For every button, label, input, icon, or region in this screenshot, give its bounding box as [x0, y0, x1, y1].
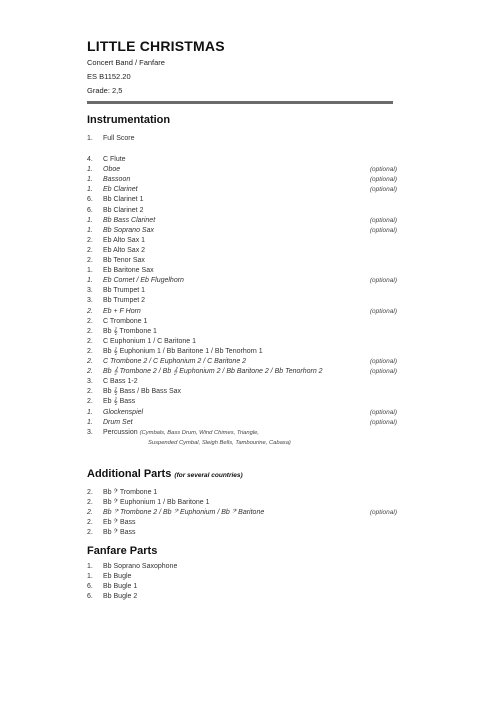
part-name: Eb + F Horn	[103, 307, 141, 315]
part-row	[87, 418, 397, 428]
part-count: 1.	[87, 408, 93, 416]
part-count: 3.	[87, 429, 93, 436]
part-name: Glockenspiel	[103, 408, 144, 416]
part-count: 3.	[87, 287, 93, 295]
part-name: Bb Clarinet 1	[103, 196, 144, 204]
part-count: 2.	[87, 307, 93, 315]
part-count: 2.	[87, 246, 93, 254]
instrumentation-heading: Instrumentation	[87, 114, 171, 126]
part-row	[87, 357, 397, 367]
part-row	[87, 185, 397, 195]
part-row	[87, 327, 397, 337]
part-count: 1.	[87, 186, 93, 194]
part-count: 2.	[87, 257, 93, 264]
part-name: Bb 𝄞 Trombone 2 / Bb 𝄞 Euphonium 2 / Bb Baritone 2 / Bb Tenorhorn 2	[103, 368, 323, 376]
part-name: Full Score	[103, 135, 135, 142]
part-count: 1.	[87, 418, 93, 426]
part-name: Bb Tenor Sax	[103, 257, 145, 264]
catalog-number: ES B1152.20	[87, 72, 131, 81]
part-count: 1.	[87, 563, 93, 570]
part-name: Bassoon	[103, 176, 131, 184]
part-count: 2.	[87, 529, 93, 537]
part-row	[87, 337, 397, 347]
part-name: Bb Soprano Saxophone	[103, 563, 178, 570]
part-row	[87, 408, 397, 418]
part-row	[87, 488, 397, 498]
optional-label: (optional)	[369, 186, 397, 194]
part-name: Bb 𝄢 Bass	[103, 529, 136, 537]
part-count: 2.	[87, 347, 93, 355]
part-row	[87, 195, 397, 205]
part-row	[87, 206, 397, 216]
part-count: 1.	[87, 216, 93, 224]
percussion-instruments-note: (Cymbals, Bass Drum, Wind Chimes, Triangle,	[139, 430, 259, 436]
part-name: Eb 𝄢 Bass	[103, 519, 136, 527]
part-row	[87, 266, 397, 276]
part-row	[87, 246, 397, 256]
optional-label: (optional)	[369, 408, 397, 416]
part-count: 2.	[87, 398, 93, 406]
part-name: Eb Cornet / Eb Flugelhorn	[103, 277, 184, 285]
piece-title: LITTLE CHRISTMAS	[87, 38, 225, 54]
part-name: Bb Bugle 1	[103, 583, 138, 591]
part-count: 2.	[87, 327, 93, 335]
additional-parts-heading: Additional Parts (for several countries)	[87, 468, 243, 480]
additional-parts-note: (for several countries)	[174, 472, 243, 479]
part-name: Bb Soprano Sax	[103, 226, 154, 234]
part-count: 6.	[87, 583, 93, 591]
part-count: 2.	[87, 388, 93, 396]
grade-level: Grade: 2,5	[87, 86, 123, 95]
part-count: 2.	[87, 337, 93, 345]
part-name: C Euphonium 1 / C Baritone 1	[103, 337, 196, 345]
part-count: 1.	[87, 135, 93, 142]
part-name: Oboe	[103, 166, 121, 174]
optional-label: (optional)	[369, 418, 397, 426]
part-count: 2.	[87, 236, 93, 244]
part-name: Eb Baritone Sax	[103, 267, 154, 275]
ensemble-type: Concert Band / Fanfare	[87, 58, 165, 67]
part-row	[87, 582, 397, 592]
part-name: Bb Clarinet 2	[103, 206, 144, 214]
part-count: 2.	[87, 368, 93, 376]
part-name: Bb 𝄞 Trombone 1	[103, 327, 157, 335]
part-row	[87, 518, 397, 528]
part-name: Percussion (Cymbals, Bass Drum, Wind Chimes, Triangle,	[103, 429, 259, 436]
part-name: C Flute	[103, 156, 126, 163]
part-row	[87, 508, 397, 518]
part-row	[87, 347, 397, 357]
part-name: Bb Bugle 2	[103, 593, 138, 601]
part-row	[87, 397, 397, 407]
part-count: 1.	[87, 277, 93, 285]
part-count: 1.	[87, 176, 93, 184]
part-count: 2.	[87, 519, 93, 527]
part-row	[87, 307, 397, 317]
part-count: 2.	[87, 317, 93, 325]
part-row	[87, 165, 397, 175]
part-row	[87, 155, 397, 165]
part-name: Eb Alto Sax 1	[103, 236, 146, 244]
part-row	[87, 134, 397, 144]
part-row	[87, 572, 397, 582]
part-row	[87, 498, 397, 508]
optional-label: (optional)	[369, 358, 397, 365]
part-name: Bb Bass Clarinet	[103, 216, 156, 224]
part-count: 1.	[87, 166, 93, 174]
part-name: Bb 𝄢 Euphonium 1 / Bb Baritone 1	[103, 499, 210, 507]
part-name: Eb Bugle	[103, 573, 132, 581]
part-count: 3.	[87, 297, 93, 305]
part-count: 4.	[87, 156, 93, 163]
part-name: C Bass 1-2	[103, 378, 138, 386]
part-count: 2.	[87, 358, 93, 365]
part-row	[87, 256, 397, 266]
part-row	[87, 387, 397, 397]
part-name: Bb Trumpet 1	[103, 287, 146, 295]
optional-label: (optional)	[369, 307, 397, 315]
part-name: Eb Alto Sax 2	[103, 246, 146, 254]
percussion-row	[87, 428, 397, 438]
optional-label: (optional)	[369, 226, 397, 234]
part-count: 1.	[87, 226, 93, 234]
optional-label: (optional)	[369, 216, 397, 224]
part-count: 6.	[87, 206, 93, 214]
part-name: Eb Clarinet	[103, 186, 138, 194]
part-name: Bb 𝄢 Trombone 2 / Bb 𝄢 Euphonium / Bb 𝄢 Baritone	[103, 509, 265, 517]
part-row	[87, 226, 397, 236]
part-row	[87, 175, 397, 185]
optional-label: (optional)	[369, 277, 397, 285]
part-row	[87, 562, 397, 572]
part-count: 1.	[87, 267, 93, 275]
optional-label: (optional)	[369, 368, 397, 376]
part-count: 6.	[87, 593, 93, 601]
part-name: Bb Trumpet 2	[103, 297, 146, 305]
part-name: Bb 𝄞 Euphonium 1 / Bb Baritone 1 / Bb Tenorhorn 1	[103, 347, 263, 355]
part-row	[87, 592, 397, 602]
part-row	[87, 216, 397, 226]
percussion-instruments-note-cont: Suspended Cymbal, Sleigh Bells, Tambourine, Cabasa)	[148, 440, 291, 446]
part-count: 3.	[87, 378, 93, 386]
optional-label: (optional)	[369, 176, 397, 184]
part-name: Drum Set	[103, 418, 133, 426]
part-name: Eb 𝄞 Bass	[103, 398, 136, 406]
part-name: C Trombone 1	[103, 317, 148, 325]
part-count: 2.	[87, 499, 93, 507]
fanfare-parts-heading: Fanfare Parts	[87, 545, 158, 557]
part-row	[87, 296, 397, 306]
part-name: Bb 𝄢 Trombone 1	[103, 489, 158, 496]
part-count: 1.	[87, 573, 93, 581]
part-count: 6.	[87, 196, 93, 204]
optional-label: (optional)	[369, 166, 397, 174]
part-row	[87, 317, 397, 327]
part-row	[87, 236, 397, 246]
part-name: Bb 𝄞 Bass / Bb Bass Sax	[103, 388, 182, 396]
part-row	[87, 528, 397, 538]
header-divider	[87, 101, 393, 104]
optional-label: (optional)	[369, 509, 397, 517]
part-count: 2.	[87, 489, 93, 496]
part-count: 2.	[87, 509, 93, 517]
part-name: C Trombone 2 / C Euphonium 2 / C Baritone 2	[103, 358, 247, 365]
part-row	[87, 377, 397, 387]
part-row	[87, 367, 397, 377]
part-row	[87, 286, 397, 296]
part-row	[87, 276, 397, 286]
